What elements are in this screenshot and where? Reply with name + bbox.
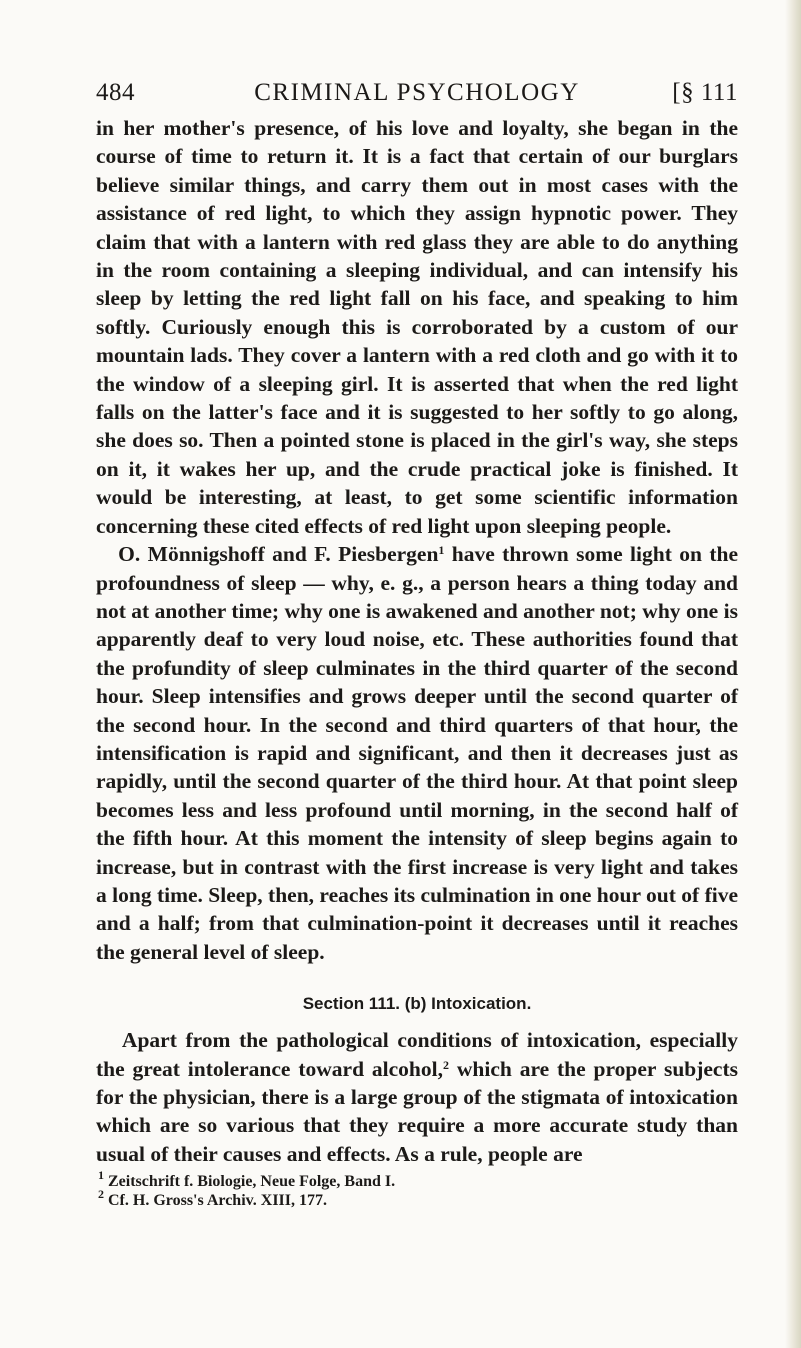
footnotes bbox=[96, 1168, 738, 1210]
paragraph-2-rest: have thrown some light on the profoundness of sleep — why, e. g., a person hears a thing today and not at another time; why one is awakened and another not; why one is apparently deaf to very loud noise, etc. These authorities found that the profundity of sleep culminates in the third quarter of the second hour. Sleep intensifies and grows deeper until the second quarter of the second hour. In the second and third quarters of that hour, the intensification is rapid and significant, and then it decreases just as rapidly, until the second quarter of the third hour. At that point sleep becomes less and less profound until morning, in the second half of the fifth hour. At this moment the intensity of sleep begins again to increase, but in contrast with the first increase is very light and takes a long time. Sleep, then, reaches its culmination in one hour out of five and a half; from that culmination-point it decreases until it reaches the general level of sleep. bbox=[96, 542, 738, 964]
section-reference: [§ 111 bbox=[672, 79, 738, 106]
paragraph-2 bbox=[96, 540, 738, 966]
footnote-2 bbox=[98, 1187, 738, 1210]
paragraph-3-start: Apart from the pathological conditions of intoxication, especially the great intolerance toward alcohol, bbox=[96, 1028, 738, 1081]
paragraph-2-start: O. Mönnigshoff and F. Piesbergen bbox=[118, 542, 439, 567]
footnote-ref-2: 2 bbox=[442, 1057, 449, 1072]
footnote-1-text: Zeitschrift f. Biologie, Neue Folge, Band I. bbox=[104, 1173, 396, 1191]
footnote-ref-1: 1 bbox=[438, 543, 445, 558]
footnote-2-text: Cf. H. Gross's Archiv. XIII, 177. bbox=[104, 1192, 327, 1210]
paragraph-1: in her mother's presence, of his love and loyalty, she began in the course of time to return it. It is a fact that certain of our burglars believe similar things, and carry them out in most cases with the assistance of red light, to which they assign hypnotic power. They claim that with a lantern with red glass they are able to do anything in the room containing a sleeping individual, and can intensify his sleep by letting the red light fall on his face, and speaking to him softly. Curiously enough this is corroborated by a custom of our mountain lads. They cover a lantern with a red cloth and go with it to the window of a sleeping girl. It is asserted that when the red light falls on the latter's face and it is suggested to her softly to go along, she does so. Then a pointed stone is placed in the girl's way, she steps on it, it wakes her up, and the crude practical joke is finished. It would be interesting, at least, to get some scientific information concerning these cited effects of red light upon sleeping people. bbox=[96, 116, 738, 538]
paragraph-3 bbox=[96, 1026, 738, 1168]
page-edge-shadow bbox=[785, 0, 801, 1348]
section-heading: Section 111. (b) Intoxication. bbox=[302, 994, 532, 1014]
page-number: 484 bbox=[96, 79, 135, 106]
paragraph-3-rest: which are the proper subjects for the physician, there is a large group of the stigmata of intoxication which are so various that they require a more accurate study than usual of their causes and effects. As a rule, people are bbox=[96, 1056, 739, 1166]
footnote-1 bbox=[98, 1168, 738, 1191]
footnote-2-mark: 2 bbox=[98, 1187, 104, 1202]
footnote-1-mark: 1 bbox=[98, 1168, 104, 1183]
page-body bbox=[96, 114, 738, 1210]
running-title: CRIMINAL PSYCHOLOGY bbox=[254, 79, 580, 106]
